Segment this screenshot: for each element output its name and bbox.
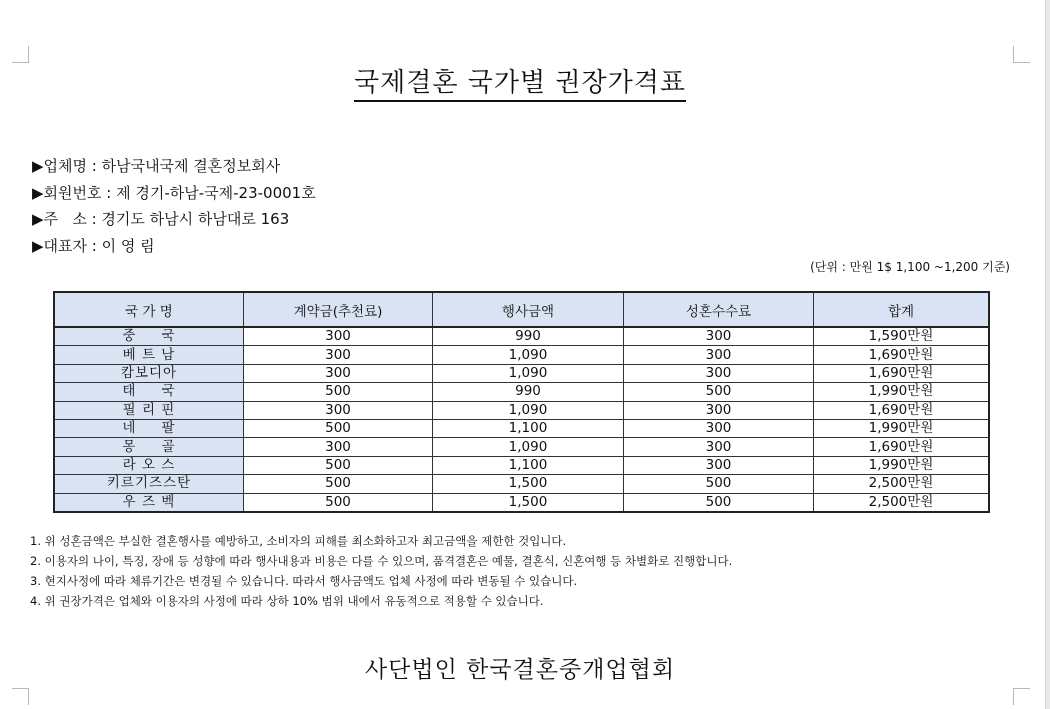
footer-organization: 사단법인 한국결혼중개업협회 (364, 657, 676, 683)
note-3: 3. 현지사정에 따라 체류기간은 변경될 수 있습니다. 따라서 행사금액도 업체 사정에 따라 변동될 수 있습니다. (30, 574, 578, 588)
header-event-amount: 행사금액 (433, 292, 624, 327)
table-row (54, 346, 989, 364)
info-company-name: ▶업체명 : 하남국내국제 결혼정보회사 (32, 157, 281, 175)
table-row (54, 419, 989, 437)
header-total: 합계 (814, 292, 990, 327)
country-cell: 중 국 (54, 327, 244, 346)
country-cell: 네 팔 (54, 419, 244, 437)
table-header-row (54, 292, 989, 327)
header-country: 국 가 명 (54, 292, 244, 327)
crop-mark-top-right (1013, 46, 1030, 63)
note-4: 4. 위 권장가격은 업체와 이용자의 사정에 따라 상하 10% 범위 내에서 유동적으로 적용할 수 있습니다. (30, 594, 544, 608)
deposit-cell: 300 (244, 327, 433, 346)
event-amount-cell: 1,100 (433, 419, 624, 437)
event-amount-cell: 990 (433, 327, 624, 346)
total-cell: 1,690만원 (814, 401, 990, 419)
event-amount-cell: 1,090 (433, 438, 624, 456)
deposit-cell: 500 (244, 383, 433, 401)
deposit-cell: 300 (244, 346, 433, 364)
table-body (54, 327, 989, 512)
success-fee-cell: 300 (624, 346, 814, 364)
table-row (54, 364, 989, 382)
success-fee-cell: 300 (624, 327, 814, 346)
total-cell: 1,690만원 (814, 346, 990, 364)
success-fee-cell: 500 (624, 493, 814, 512)
table-row (54, 456, 989, 474)
country-cell: 몽 골 (54, 438, 244, 456)
total-cell: 1,590만원 (814, 327, 990, 346)
country-cell: 베 트 남 (54, 346, 244, 364)
event-amount-cell: 1,090 (433, 401, 624, 419)
table-row (54, 327, 989, 346)
page-edge (1045, 0, 1050, 709)
event-amount-cell: 1,100 (433, 456, 624, 474)
table-row (54, 401, 989, 419)
document-title-text: 국제결혼 국가별 권장가격표 (354, 68, 686, 102)
country-cell: 필 리 핀 (54, 401, 244, 419)
country-cell: 키르기즈스탄 (54, 475, 244, 493)
table-row (54, 493, 989, 512)
success-fee-cell: 500 (624, 475, 814, 493)
event-amount-cell: 1,090 (433, 346, 624, 364)
crop-mark-top-left (12, 46, 29, 63)
table-row (54, 438, 989, 456)
success-fee-cell: 300 (624, 419, 814, 437)
deposit-cell: 300 (244, 438, 433, 456)
event-amount-cell: 1,500 (433, 475, 624, 493)
country-cell: 우 즈 벡 (54, 493, 244, 512)
success-fee-cell: 300 (624, 401, 814, 419)
notes (30, 531, 732, 611)
success-fee-cell: 300 (624, 364, 814, 382)
deposit-cell: 500 (244, 475, 433, 493)
success-fee-cell: 300 (624, 438, 814, 456)
info-member-number: ▶회원번호 : 제 경기-하남-국제-23-0001호 (32, 183, 316, 202)
info-address: ▶주 소 : 경기도 하남시 하남대로 163 (32, 210, 290, 228)
note-2: 2. 이용자의 나이, 특징, 장애 등 성향에 따라 행사내용과 비용은 다를 수 있으며, 품격결혼은 예물, 결혼식, 신혼여행 등 차별화로 진행합니다. (30, 554, 733, 568)
total-cell: 1,990만원 (814, 419, 990, 437)
company-info (32, 153, 316, 259)
event-amount-cell: 1,500 (433, 493, 624, 512)
deposit-cell: 300 (244, 401, 433, 419)
total-cell: 1,690만원 (814, 364, 990, 382)
success-fee-cell: 300 (624, 456, 814, 474)
event-amount-cell: 1,090 (433, 364, 624, 382)
table-row (54, 383, 989, 401)
total-cell: 1,690만원 (814, 438, 990, 456)
header-deposit: 계약금(추천료) (244, 292, 433, 327)
country-cell: 캄보디아 (54, 364, 244, 382)
deposit-cell: 300 (244, 364, 433, 382)
crop-mark-bottom-right (1013, 688, 1030, 705)
success-fee-cell: 500 (624, 383, 814, 401)
info-representative: ▶대표자 : 이 영 림 (32, 236, 155, 255)
note-1: 1. 위 성혼금액은 부실한 결혼행사를 예방하고, 소비자의 피해를 최소화하고자 최고금액을 제한한 것입니다. (30, 534, 567, 548)
deposit-cell: 500 (244, 419, 433, 437)
table-row (54, 475, 989, 493)
deposit-cell: 500 (244, 493, 433, 512)
total-cell: 2,500만원 (814, 493, 990, 512)
price-table (53, 291, 990, 513)
country-cell: 태 국 (54, 383, 244, 401)
unit-note: (단위 : 만원 1$ 1,100 ~1,200 기준) (810, 260, 1010, 274)
total-cell: 2,500만원 (814, 475, 990, 493)
event-amount-cell: 990 (433, 383, 624, 401)
total-cell: 1,990만원 (814, 456, 990, 474)
deposit-cell: 500 (244, 456, 433, 474)
document-title (0, 62, 1040, 99)
crop-mark-bottom-left (12, 688, 29, 705)
total-cell: 1,990만원 (814, 383, 990, 401)
header-success-fee: 성혼수수료 (624, 292, 814, 327)
country-cell: 라 오 스 (54, 456, 244, 474)
